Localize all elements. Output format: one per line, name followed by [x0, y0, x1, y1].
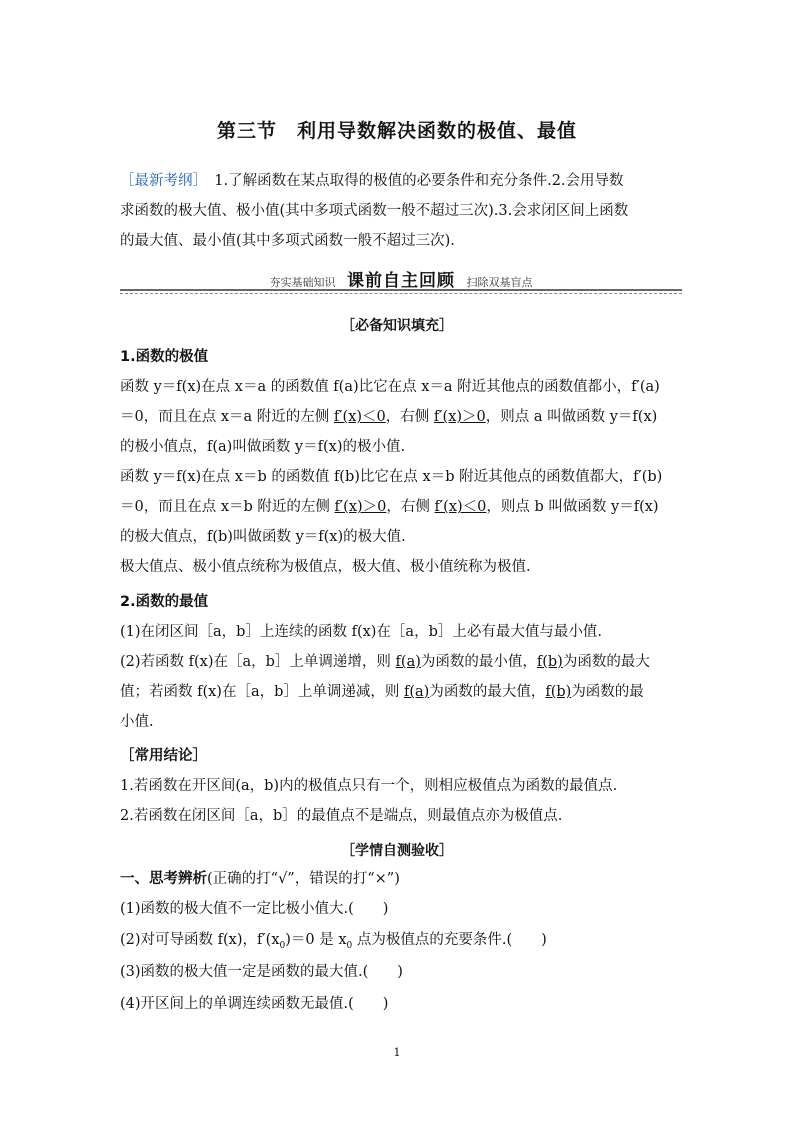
syllabus-line-1: ［最新考纲］ 1.了解函数在某点取得的极值的必要条件和充分条件.2.会用导数 [120, 173, 624, 189]
question-1: (1)函数的极大值不一定比极小值大.( ) [120, 901, 389, 917]
page-number: 1 [393, 1046, 401, 1059]
conclusion-1: 1.若函数在开区间(a，b)内的极值点只有一个，则相应极值点为函数的最值点. [120, 778, 618, 794]
banner-right: 扫除双基盲点 [466, 276, 533, 289]
box-heading-knowledge: ［必备知识填充］ [341, 318, 453, 334]
banner-rule-dashed [120, 293, 682, 294]
sec2-item-2-line-3: 小值. [120, 714, 154, 730]
conclusion-heading: ［常用结论］ [120, 748, 207, 764]
banner-rule [120, 289, 682, 291]
syllabus-line-2: 求函数的极大值、极小值(其中多项式函数一般不超过三次).3.会求闭区间上函数 [120, 203, 629, 219]
p3-line: 极大值点、极小值点统称为极值点，极大值、极小值统称为极值. [120, 559, 531, 575]
banner-left: 夯实基础知识 [269, 276, 336, 289]
heading-extremum: 1.函数的极值 [120, 349, 209, 365]
page-title: 第三节 利用导数解决函数的极值、最值 [216, 120, 577, 142]
question-4: (4)开区间上的单调连续函数无最值.( ) [120, 996, 389, 1012]
question-2: (2)对可导函数 f(x)，$f'(x_0)=0$ 是 $x_0$ 点为极值点的充要条件.( ) [120, 932, 547, 951]
sec2-item-1: (1)在闭区间［a，b］上连续的函数 f(x)在［a，b］上必有最大值与最小值. [120, 624, 602, 640]
syllabus-line-3: 的最大值、最小值(其中多项式函数一般不超过三次). [120, 233, 455, 249]
p2-line-1: 函数 y＝f(x)在点 x＝b 的函数值 f(b)比它在点 x＝b 附近其他点的函数值都大，f′(b) [120, 469, 663, 485]
p1-line-3: 的极小值点，f(a)叫做函数 y＝f(x)的极小值. [120, 439, 406, 455]
conclusion-2: 2.若函数在闭区间［a，b］的最值点不是端点，则最值点亦为极值点. [120, 808, 563, 824]
sec2-item-2-line-2: 值；若函数 f(x)在［a，b］上单调递减，则 f(a)为函数的最大值，f(b)为函数的最 [120, 684, 644, 700]
sec2-item-2-line-1: (2)若函数 f(x)在［a，b］上单调递增，则 f(a)为函数的最小值，f(b)为函数的最大 [120, 654, 650, 670]
p1-line-1: 函数 y＝f(x)在点 x＝a 的函数值 f(a)比它在点 x＝a 附近其他点的函数值都小，f′(a) [120, 379, 660, 395]
p1-line-2: ＝0，而且在点 x＝a 附近的左侧 f′(x)＜0，右侧 f′(x)＞0，则点 a 叫做函数 y＝f(x) [120, 409, 658, 425]
heading-max-min: 2.函数的最值 [120, 594, 209, 610]
exercise-heading: 一、思考辨析(正确的打“√”，错误的打“×”) [120, 871, 400, 887]
p2-line-3: 的极大值点，f(b)叫做函数 y＝f(x)的极大值. [120, 529, 406, 545]
p2-line-2: ＝0，而且在点 x＝b 附近的左侧 f′(x)＞0，右侧 f′(x)＜0，则点 b 叫做函数 y＝f(x) [120, 499, 659, 515]
box-heading-selftest: ［学情自测验收］ [341, 843, 453, 859]
banner-main: 课前自主回顾 [347, 271, 455, 291]
syllabus-tag: ［最新考纲］ [120, 173, 200, 189]
question-3: (3)函数的极大值一定是函数的最大值.( ) [120, 964, 403, 980]
section-banner [120, 266, 682, 296]
